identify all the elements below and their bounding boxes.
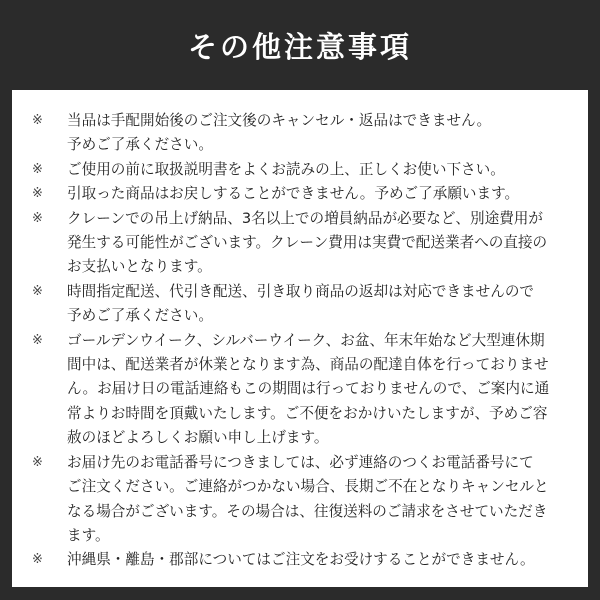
note-text: 沖縄県・離島・郡部についてはご注文をお受けすることができません。 <box>67 551 535 569</box>
note-marker: ※ <box>32 332 43 348</box>
note-item <box>32 451 572 549</box>
note-text: ゴールデンウイーク、シルバーウイーク、お盆、年末年始など大型連休期 間中は、配送業者が休業となります為、商品の配達自体を行っておりませ ん。お届け日の電話連絡もこの期間は行っておりませんので、ご案内に通 常よりお時間を頂戴いたします。ご不便をおかけいたしますが、予めご容 赦のほどよろしくお願い申し上げます。 <box>67 331 550 447</box>
note-text: クレーンでの吊上げ納品、3名以上での増員納品が必要など、別途費用が 発生する可能性がございます。クレーン費用は実費で配送業者への直接の お支払いとなります。 <box>67 209 548 276</box>
note-text: 時間指定配送、代引き配送、引き取り商品の返却は対応できませんので 予めご了承ください。 <box>67 282 535 325</box>
note-item <box>32 109 572 158</box>
note-text: 当品は手配開始後のご注文後のキャンセル・返品はできません。 予めご了承ください。 <box>67 112 492 154</box>
note-item <box>32 548 572 572</box>
note-item <box>32 280 572 329</box>
notes-list <box>32 109 572 573</box>
note-item <box>32 158 572 182</box>
note-marker: ※ <box>32 454 43 470</box>
note-text: ご使用の前に取扱説明書をよくお読みの上、正しくお使い下さい。 <box>67 160 505 178</box>
note-marker: ※ <box>32 552 43 568</box>
note-item <box>32 182 572 206</box>
note-marker: ※ <box>32 210 43 226</box>
page-header <box>0 0 600 90</box>
notes-panel <box>12 90 588 587</box>
note-marker: ※ <box>32 186 43 202</box>
note-marker: ※ <box>32 283 43 299</box>
note-marker: ※ <box>32 161 43 177</box>
note-item <box>32 329 572 451</box>
note-text: お届け先のお電話番号につきましては、必ず連絡のつくお電話番号にて ご注文ください。ご連絡がつかない場合、長期ご不在となりキャンセルと なる場合がございます。その場合は、往復送料のご請求をさせていただき ます。 <box>67 453 549 544</box>
page-title: その他注意事項 <box>187 29 412 64</box>
note-marker: ※ <box>32 113 43 128</box>
note-item <box>32 207 572 280</box>
note-text: 引取った商品はお戻しすることができません。予めご了承願います。 <box>67 185 520 203</box>
